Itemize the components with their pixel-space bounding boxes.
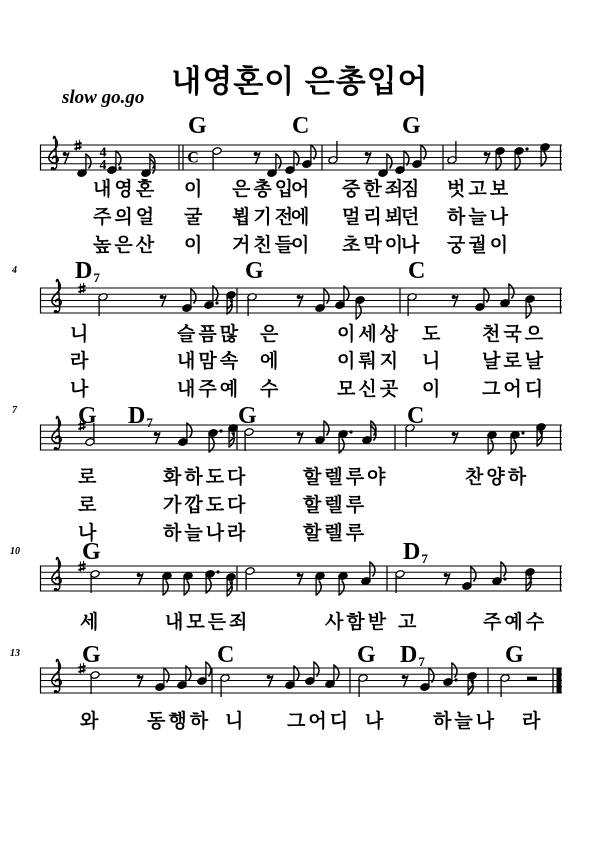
- lyric-syllable: 굴: [184, 207, 206, 228]
- chord-seventh: 7: [93, 270, 100, 285]
- lyric-syllable: 도: [422, 324, 444, 345]
- chord-label: [82, 643, 101, 667]
- lyric-syllable: 내모든죄: [165, 612, 251, 633]
- lyric-syllable: 에: [260, 351, 282, 372]
- time-signature-glyph: C: [187, 149, 199, 167]
- chord-label: [78, 404, 97, 428]
- chord-label: [238, 404, 257, 428]
- chord-root: D: [403, 539, 421, 565]
- lyric-syllable: 사함받: [325, 612, 390, 633]
- lyric-syllable: 하늘나: [433, 711, 498, 732]
- chord-label: [245, 259, 264, 283]
- chord-root: G: [82, 539, 101, 565]
- chord-seventh: 7: [146, 415, 153, 430]
- lyric-syllable: 고: [398, 612, 420, 633]
- lyric-syllable: 던: [401, 207, 423, 228]
- lyric-syllable: 동행하: [147, 711, 212, 732]
- lyric-syllable: 할렐루: [303, 523, 368, 544]
- lyric-syllable: 이: [184, 179, 206, 200]
- time-signature-glyph: 4: [99, 158, 107, 173]
- lyric-syllable: 나: [365, 711, 387, 732]
- tempo-marking: slow go.go: [62, 87, 145, 108]
- lyric-syllable: 니: [422, 351, 444, 372]
- measure-number: 4: [12, 265, 17, 276]
- chord-label: [188, 114, 207, 138]
- lyric-syllable: 벗고보: [447, 179, 512, 200]
- chord-label: [82, 540, 101, 564]
- lyric-syllable: 이: [291, 235, 313, 256]
- chord-label: [128, 404, 153, 428]
- lyric-syllable: 주의얼: [93, 207, 158, 228]
- chord-seventh: 7: [421, 551, 428, 566]
- lyric-syllable: 에: [291, 207, 313, 228]
- chord-seventh: 7: [418, 654, 425, 669]
- chord-root: C: [407, 403, 425, 429]
- lyric-syllable: 뵙기전: [232, 207, 297, 228]
- lyric-syllable: 그어디: [482, 379, 547, 400]
- lyric-syllable: 높은산: [93, 235, 158, 256]
- lyric-syllable: 어: [291, 179, 313, 200]
- lyric-syllable: 가깝도다: [163, 495, 249, 516]
- chord-label: [403, 540, 428, 564]
- lyric-syllable: 세: [80, 612, 102, 633]
- lyric-syllable: 라: [70, 351, 92, 372]
- lyric-syllable: 이: [422, 379, 444, 400]
- lyric-syllable: 화하도다: [163, 467, 249, 488]
- lyric-syllable: 나: [401, 235, 423, 256]
- lyric-syllable: 짐: [401, 179, 423, 200]
- lyric-syllable: 날로날: [482, 351, 547, 372]
- lyric-syllable: 나: [70, 379, 92, 400]
- lyric-syllable: 궁궐이: [447, 235, 512, 256]
- chord-label: [505, 643, 524, 667]
- chord-root: G: [238, 403, 257, 429]
- lyric-syllable: 로: [78, 495, 100, 516]
- chord-label: [402, 114, 421, 138]
- lyric-syllable: 라: [522, 711, 544, 732]
- lyric-syllable: 내주예: [177, 379, 242, 400]
- chord-root: G: [357, 642, 376, 668]
- time-signature-glyph: 4: [99, 145, 107, 161]
- chord-label: [407, 404, 424, 428]
- chord-label: [75, 259, 100, 283]
- lyric-syllable: 은총입: [232, 179, 297, 200]
- chord-label: [357, 643, 376, 667]
- chord-root: G: [402, 113, 421, 139]
- lyric-syllable: 니: [70, 324, 92, 345]
- chord-root: D: [75, 258, 93, 284]
- lyric-syllable: 할렐루: [303, 495, 368, 516]
- chord-root: G: [78, 403, 97, 429]
- lyric-syllable: 이세상: [337, 324, 402, 345]
- chord-root: C: [292, 113, 310, 139]
- lyric-syllable: 니: [225, 711, 247, 732]
- lyric-syllable: 내영혼: [93, 179, 158, 200]
- chord-root: C: [408, 258, 426, 284]
- lyric-syllable: 할렐루야: [303, 467, 389, 488]
- chord-root: G: [245, 258, 264, 284]
- lyric-syllable: 로: [78, 467, 100, 488]
- lyric-syllable: 하늘나: [447, 207, 512, 228]
- lyric-syllable: 하늘나라: [163, 523, 249, 544]
- chord-root: G: [188, 113, 207, 139]
- chord-root: D: [400, 642, 418, 668]
- measure-number: 10: [10, 546, 20, 557]
- lyric-syllable: 천국으: [482, 324, 547, 345]
- chord-root: D: [128, 403, 146, 429]
- lyric-syllable: 은: [260, 324, 282, 345]
- lyric-syllable: 거친들: [232, 235, 297, 256]
- lyric-syllable: 주예수: [483, 612, 548, 633]
- lyric-syllable: 슬픔많: [177, 324, 242, 345]
- chord-root: G: [505, 642, 524, 668]
- lyric-syllable: 찬양하: [465, 467, 530, 488]
- chord-label: [408, 259, 425, 283]
- lyric-syllable: 수: [260, 379, 282, 400]
- chord-label: [292, 114, 309, 138]
- lyric-syllable: 멀리뵈: [342, 207, 407, 228]
- lyric-syllable: 나: [78, 523, 100, 544]
- measure-number: 7: [12, 405, 17, 416]
- chord-root: C: [217, 642, 235, 668]
- lyric-syllable: 와: [80, 711, 102, 732]
- lyric-syllable: 초막이: [342, 235, 407, 256]
- lyric-syllable: 모신곳: [337, 379, 402, 400]
- lyric-syllable: 이: [184, 235, 206, 256]
- measure-number: 13: [10, 648, 20, 659]
- chord-root: G: [82, 642, 101, 668]
- lyric-syllable: 내맘속: [177, 351, 242, 372]
- lyric-syllable: 중한죄: [342, 179, 407, 200]
- lyric-syllable: 이뤄지: [337, 351, 402, 372]
- chord-label: [400, 643, 425, 667]
- chord-label: [217, 643, 234, 667]
- song-title: 내영혼이 은총입어: [171, 64, 429, 99]
- lyric-syllable: 그어디: [287, 711, 352, 732]
